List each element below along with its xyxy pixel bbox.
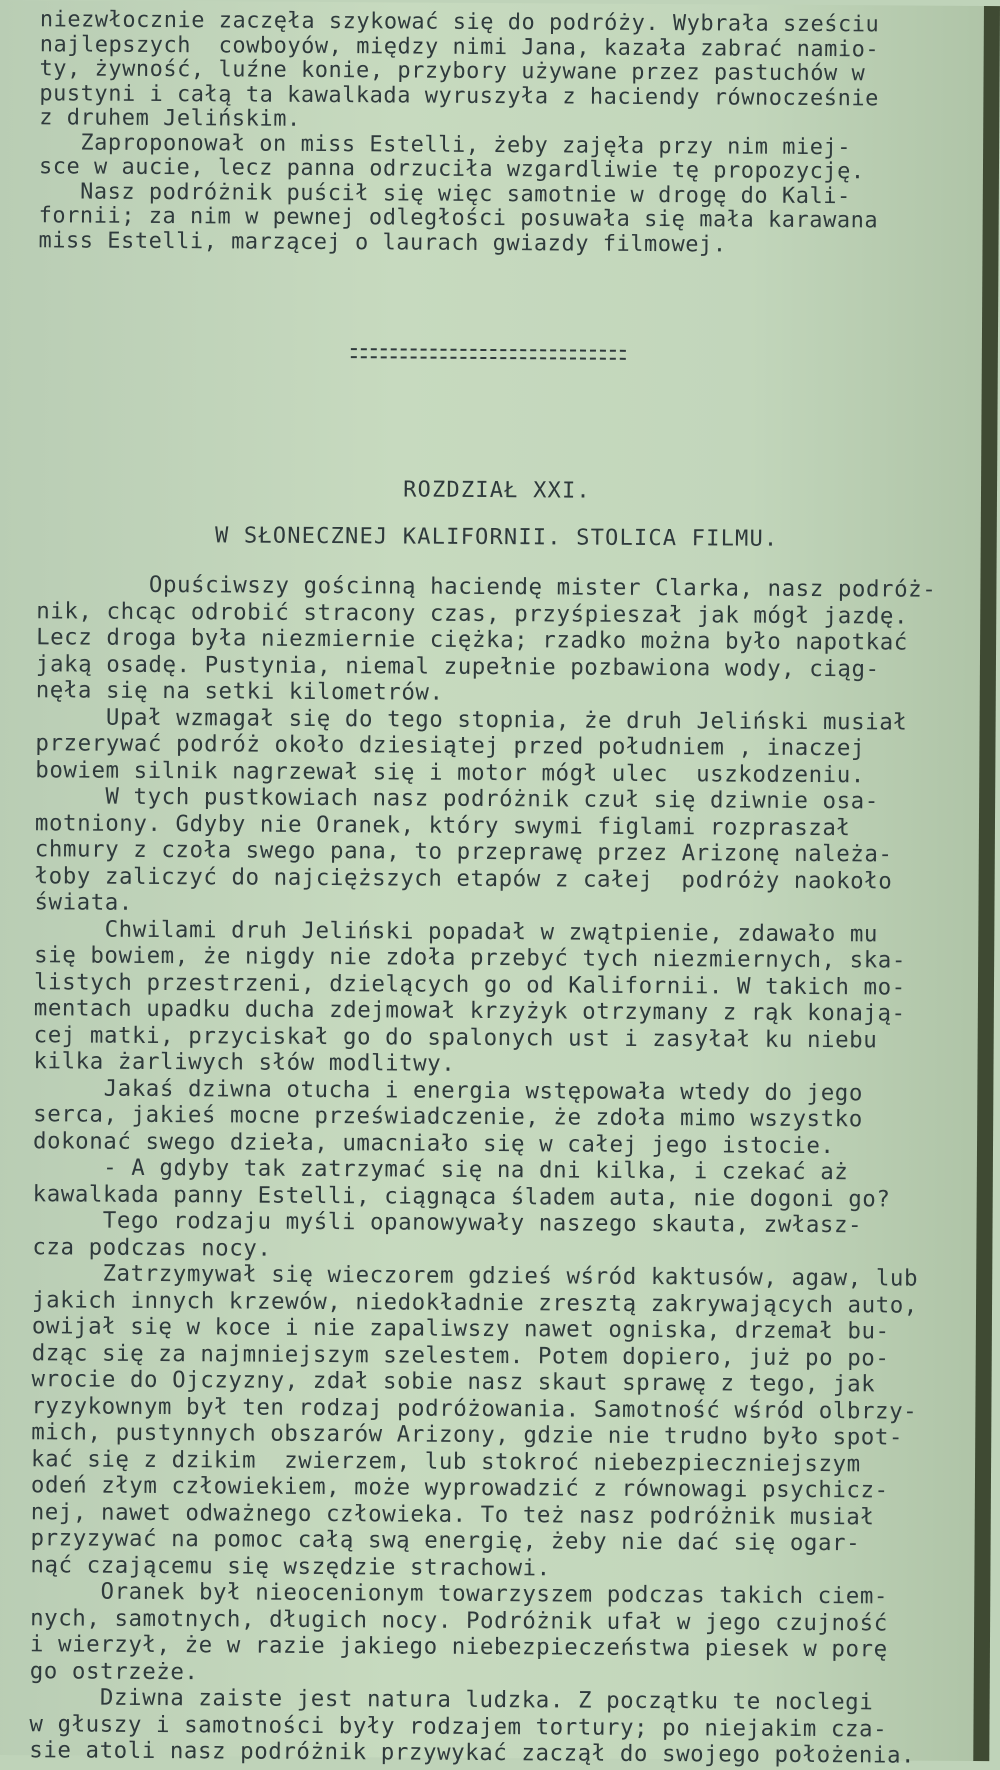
text-line: pustyni i całą ta kawalkada wyruszyła z haciendy równocześnie	[39, 80, 879, 111]
page-edge-shadow	[973, 6, 1000, 1761]
text-line: serca, jakieś mocne przeświadczenie, że zdoła mimo wszystko	[33, 1101, 863, 1133]
text-line: - A gdyby tak zatrzymać się na dni kilka, i czekać aż	[32, 1154, 849, 1186]
text-line: mich, pustynnych obszarów Arizony, gdzie nie trudno było spot-	[31, 1419, 904, 1451]
text-line: miss Estelli, marzącej o laurach gwiazdy filmowej.	[38, 227, 727, 257]
text-line: nych, samotnych, długich nocy. Podróżnik ufał w jego czujność	[30, 1604, 888, 1636]
chapter-subtitle: W SŁONECZNEJ KALIFORNII. STOLICA FILMU.	[214, 523, 779, 552]
text-line: z druhem Jelińskim.	[39, 105, 301, 132]
text-line: bowiem silnik nagrzewał się i motor mógł ulec uszkodzeniu.	[35, 756, 865, 788]
text-line: cej matki, przyciskał go do spalonych ust i zasyłał ku niebu	[33, 1021, 878, 1053]
text-line: nęła się na setki kilometrów.	[35, 677, 444, 706]
text-line: listych przestrzeni, dzielących go od Kalifornii. W takich mo-	[33, 968, 906, 1001]
text-line: Nasz podróżnik puścił się więc samotnie w drogę do Kali-	[38, 178, 851, 209]
text-line: Opuściwszy gościnną haciendę mister Clarka, nasz podróż-	[36, 571, 937, 603]
text-line: W tych pustkowiach nasz podróżnik czuł się dziwnie osa-	[35, 783, 879, 815]
text-line: i wierzył, że w razie jakiego niebezpieczeństwa piesek w porę	[29, 1631, 888, 1663]
text-line: kawalkada panny Estelli, ciągnąca śladem auta, nie dogoni go?	[32, 1180, 891, 1212]
chapter-title: ROZDZIAŁ XXI.	[403, 477, 591, 504]
text-line: wrocie do Ojczyzny, zdał sobie nasz skaut sprawę z tego, jak	[31, 1366, 876, 1398]
text-line: motniony. Gdyby nie Oranek, który swymi figlami rozpraszał	[34, 809, 851, 841]
text-line: przerywać podróż około dziesiątej przed południem , inaczej	[35, 730, 866, 762]
text-line: nej, nawet odważnego człowieka. To też nasz podróżnik musiał	[30, 1498, 875, 1530]
text-line: dokonać swego dzieła, umacniało się w całej jego istocie.	[32, 1127, 835, 1159]
text-line: świata.	[34, 889, 134, 916]
chapter-body	[29, 571, 941, 1769]
text-line: Zatrzymywał się wieczorem gdzieś wśród kaktusów, agaw, lub	[32, 1260, 919, 1292]
text-line: się bowiem, że nigdy nie zdoła przebyć tych niezmiernych, ska-	[34, 942, 907, 974]
text-line: Oranek był nieocenionym towarzyszem podczas takich ciem-	[30, 1578, 889, 1610]
text-line: jakich innych krzewów, niedokładnie zresztą zakrywających auto,	[31, 1286, 918, 1319]
text-line: Dziwna zaiste jest natura ludzka. Z początku te noclegi	[29, 1684, 874, 1716]
text-line: nik, chcąc odrobić stracony czas, przyśpieszał jak mógł jazdę.	[36, 597, 909, 630]
text-line: Upał wzmagał się do tego stopnia, że druh Jeliński musiał	[35, 703, 908, 736]
text-line: jaką osadę. Pustynia, niemal zupełnie pozbawiona wody, ciąg-	[35, 650, 880, 682]
text-line: kilka żarliwych słów modlitwy.	[33, 1048, 456, 1077]
text-line: najlepszych cowboyów, między nimi Jana, kazała zabrać namio-	[39, 31, 880, 62]
text-line: w głuszy i samotności były rodzajem tortury; po niejakim cza-	[29, 1710, 888, 1742]
text-line: kać się z dzikim zwierzem, lub stokroć niebezpieczniejszym	[31, 1445, 861, 1477]
text-line: sie atoli nasz podróżnik przywykać zaczął do swojego położenia.	[29, 1737, 916, 1769]
text-line: przyzywać na pomoc całą swą energię, żeby nie dać się ogar-	[30, 1525, 861, 1557]
text-line: odeń złym człowiekiem, może wyprowadzić z równowagi psychicz-	[30, 1472, 889, 1504]
text-line: sce w aucie, lecz panna odrzuciła wzgardliwie tę propozycję.	[38, 154, 865, 185]
text-line: ryzykownym był ten rodzaj podróżowania. Samotność wśród olbrzy-	[31, 1392, 918, 1425]
text-line: niezwłocznie zaczęła szykować się do podróży. Wybrała sześciu	[39, 7, 880, 38]
section-divider	[351, 348, 626, 360]
previous-chapter-ending	[38, 8, 944, 259]
text-line: go ostrzeże.	[29, 1657, 199, 1685]
text-line: mentach upadku ducha zdejmował krzyżyk otrzymany z rąk konają-	[33, 995, 906, 1027]
text-line: Jakaś dziwna otucha i energia wstępowała wtedy do jego	[33, 1074, 864, 1106]
text-line: dząc się za najmniejszym szelestem. Potem dopiero, już po po-	[31, 1339, 890, 1371]
text-line: nąć czającemu się wszędzie strachowi.	[30, 1551, 551, 1581]
text-line: Chwilami druh Jeliński popadał w zwątpienie, zdawało mu	[34, 915, 879, 947]
text-line: fornii; za nim w pewnej odległości posuwała się mała karawana	[38, 203, 879, 234]
text-line: Tego rodzaju myśli opanowywały naszego skauta, zwłasz-	[32, 1207, 863, 1239]
text-line: Zaproponował on miss Estelli, żeby zajęła przy nim miej-	[39, 129, 852, 160]
text-line: ty, żywność, luźne konie, przybory używane przez pastuchów w	[39, 56, 866, 87]
text-line: chmury z czoła swego pana, to przeprawę przez Arizonę należa-	[34, 836, 893, 868]
text-line: owijał się w koce i nie zapaliwszy nawet ogniska, drzemał bu-	[31, 1313, 890, 1345]
text-line: Lecz droga była niezmiernie ciężka; rzadko można było napotkać	[36, 624, 908, 656]
text-line: cza podczas nocy.	[32, 1233, 272, 1262]
text-line: łoby zaliczyć do najcięższych etapów z całej podróży naokoło	[34, 862, 893, 894]
